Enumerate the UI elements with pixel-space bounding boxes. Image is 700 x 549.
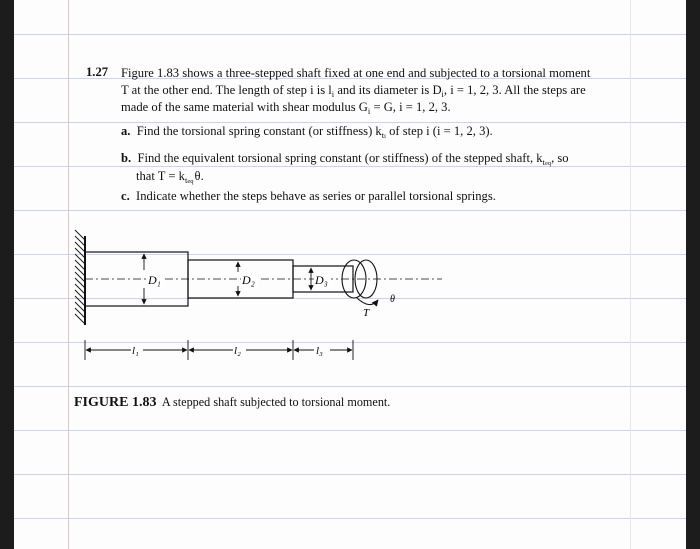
- fixed-wall: [75, 230, 85, 325]
- length-dimensions: [85, 340, 353, 360]
- part-a: a. Find the torsional spring constant (or stiffness) $k_{ti}$ of step i (i = 1, 2, 3).: [121, 124, 493, 140]
- l2-label: l₂: [234, 345, 241, 357]
- l1-label: l₁: [132, 345, 139, 357]
- torque-arrow: [342, 260, 378, 305]
- part-b: b. Find the equivalent torsional spring constant (or stiffness) of the stepped shaft, $k_{teq}$, so: [121, 151, 569, 167]
- d1-label: D₁: [148, 273, 161, 287]
- d3-label: D₃: [315, 273, 328, 287]
- stepped-shaft-figure: [14, 0, 686, 549]
- d2-label: D₂: [242, 273, 255, 287]
- problem-line-2: T at the other end. The length of step i is $l_i$ and its diameter is $D_i$, i = 1, 2, 3. All the steps are: [121, 83, 586, 99]
- torque-label: T: [363, 307, 370, 319]
- figure-label: FIGURE 1.83: [74, 395, 157, 410]
- right-frame-edge: [686, 0, 700, 549]
- left-frame-edge: [0, 0, 14, 549]
- l3-label: l₃: [316, 345, 323, 357]
- problem-line-1: Figure 1.83 shows a three-stepped shaft fixed at one end and subjected to a torsional moment: [121, 66, 591, 80]
- figure-caption: [74, 393, 434, 412]
- caption-text: A stepped shaft subjected to torsional moment.: [161, 395, 391, 409]
- problem-number: 1.27: [86, 65, 109, 79]
- part-b-continued: that $T = k_{teq}$ θ.: [136, 169, 204, 185]
- part-c: c. Indicate whether the steps behave as series or parallel torsional springs.: [121, 189, 496, 203]
- notebook-page: [14, 0, 686, 549]
- problem-line-3: made of the same material with shear modulus $G_i = G$, i = 1, 2, 3.: [121, 100, 451, 116]
- theta-label: θ: [390, 294, 395, 305]
